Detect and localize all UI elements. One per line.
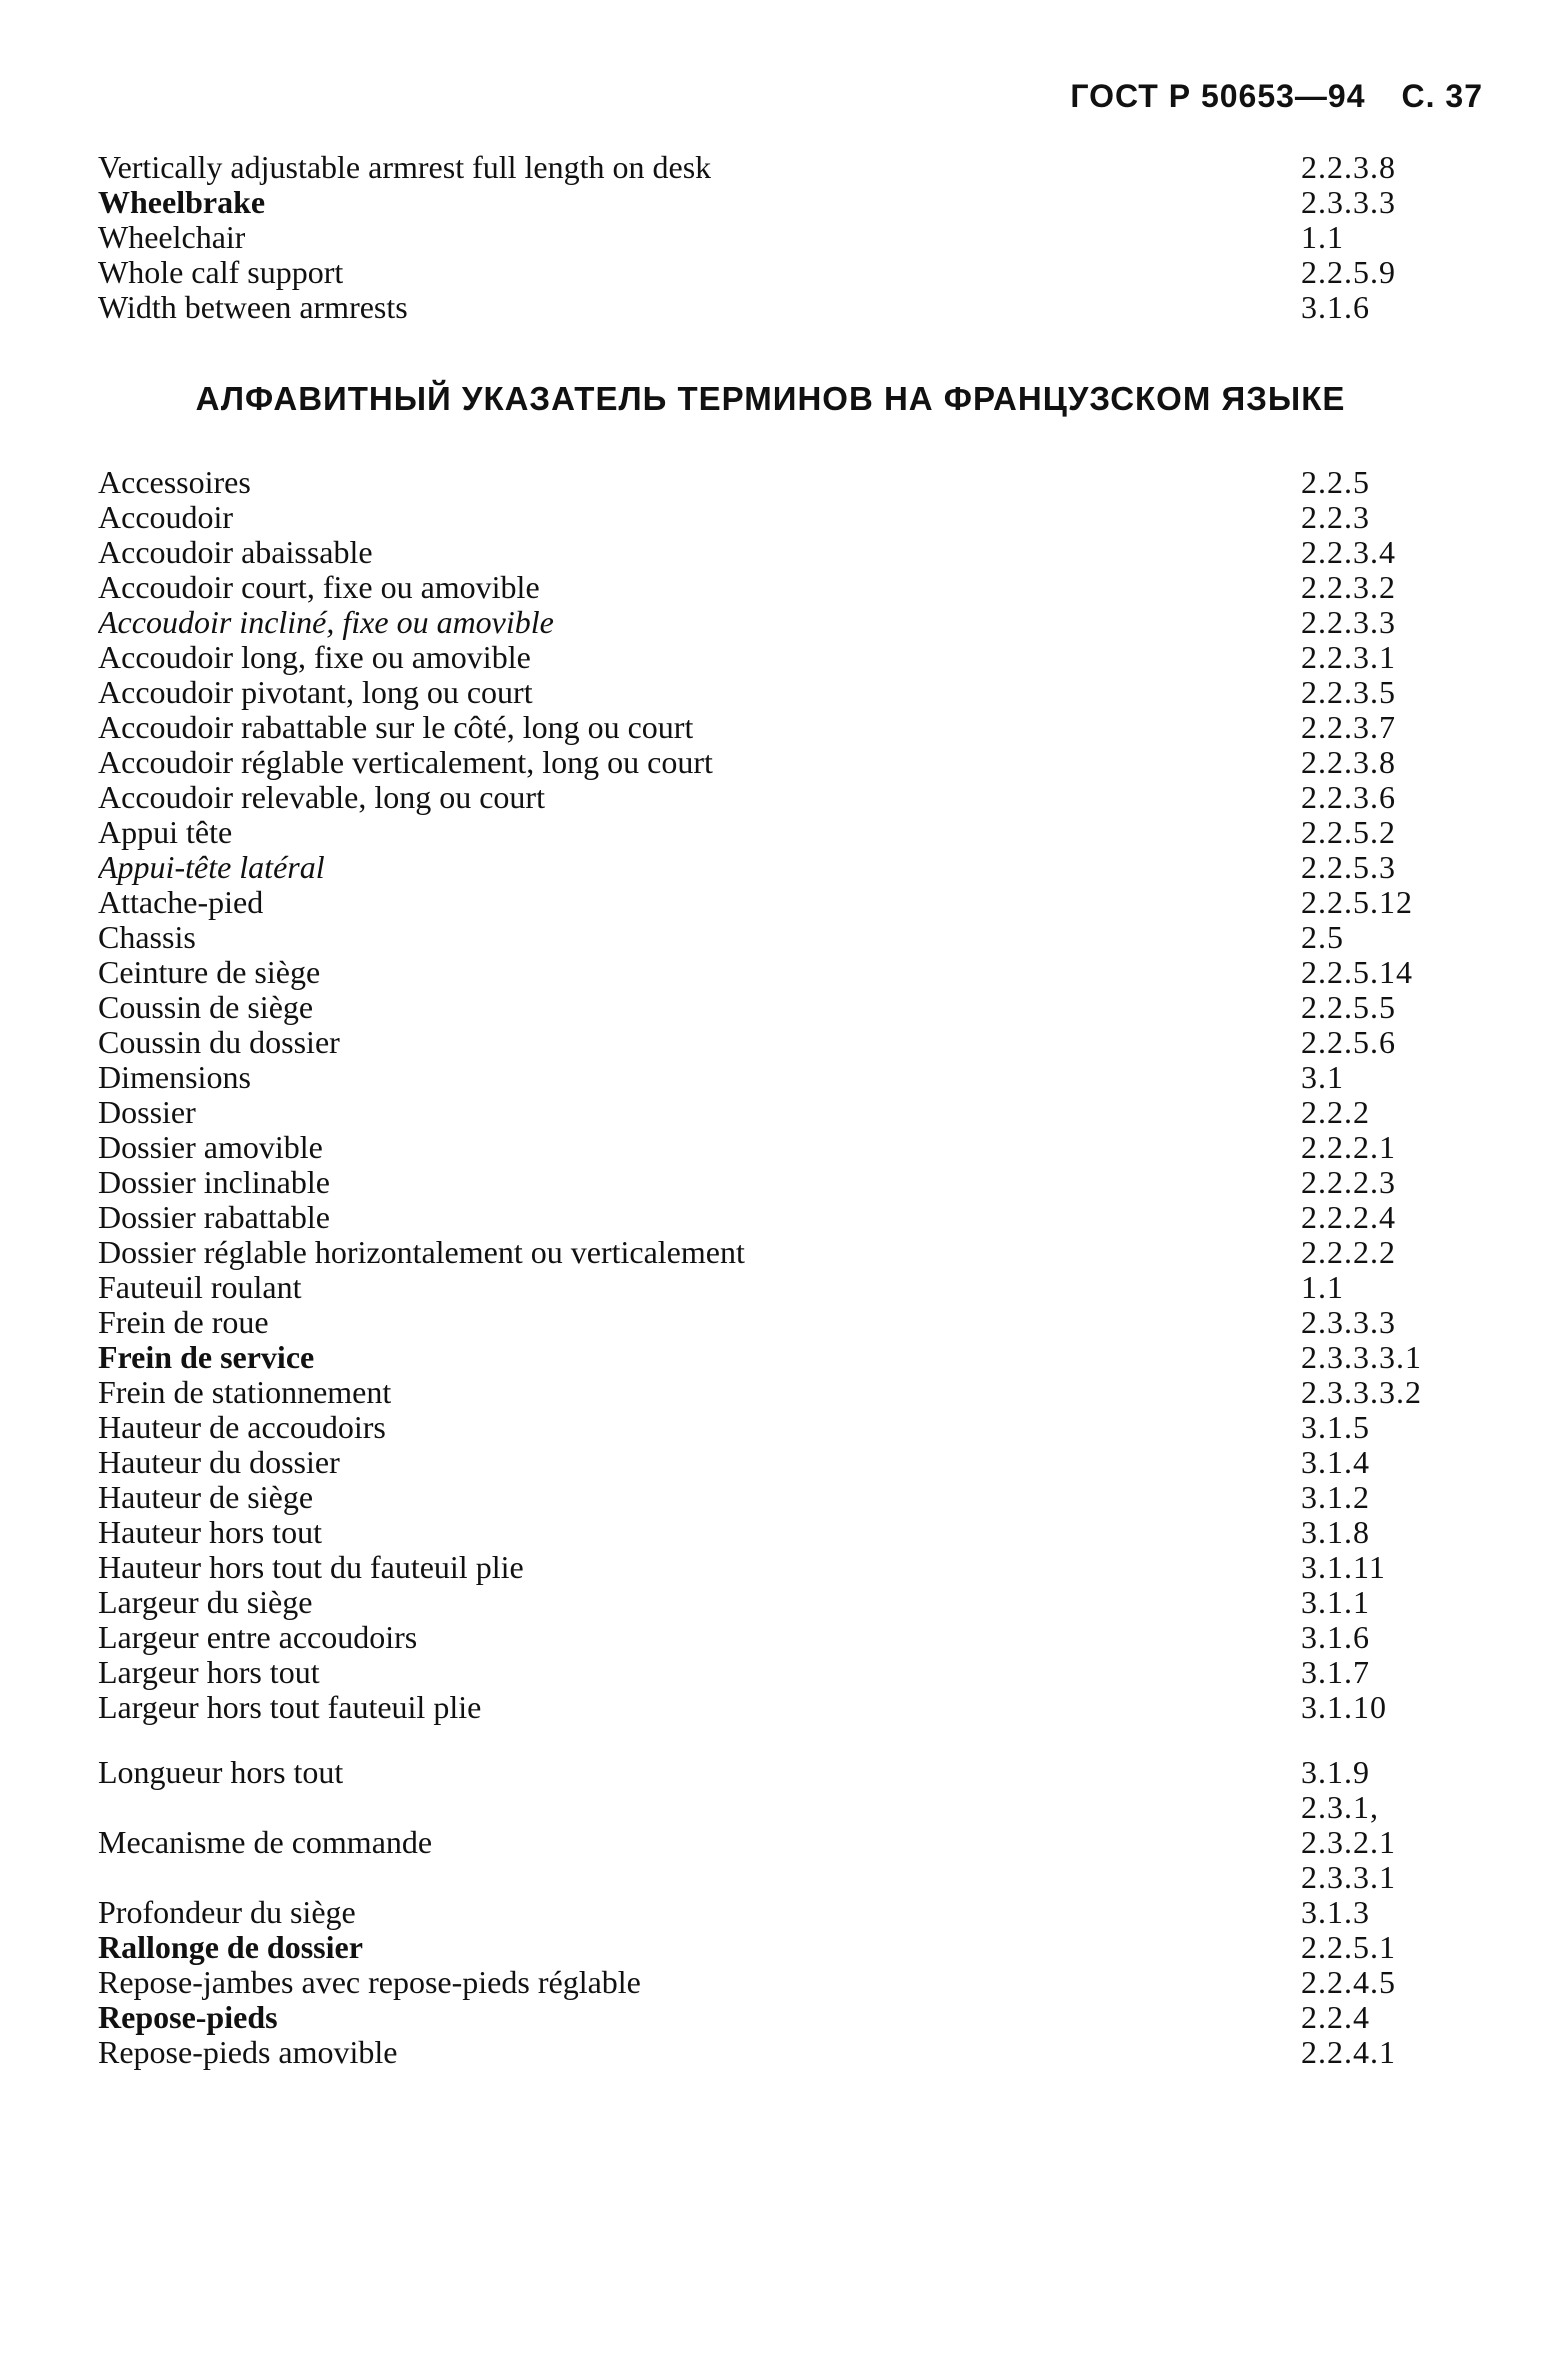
index-reference: 2.2.4 (1301, 1999, 1370, 2035)
index-term: Frein de stationnement (98, 1375, 392, 1410)
index-term: Dossier réglable horizontalement ou verticalement (98, 1235, 745, 1270)
french-index-row (98, 780, 1431, 815)
french-index-row (98, 1165, 1431, 1200)
index-reference-group (1301, 1755, 1431, 1790)
index-term: Accoudoir rabattable sur le côté, long ou court (98, 710, 694, 745)
index-reference: 1.1 (1301, 1269, 1344, 1305)
index-reference: 3.1.8 (1301, 1514, 1370, 1550)
index-reference: 3.1.2 (1301, 1479, 1370, 1515)
index-reference: 2.2.5.12 (1301, 884, 1413, 920)
french-index-row (98, 1620, 1431, 1655)
index-reference: 2.3.3.3 (1301, 184, 1396, 220)
french-index-row (98, 710, 1431, 745)
english-index-row (98, 290, 1431, 325)
index-reference: 2.2.5.2 (1301, 814, 1396, 850)
standard-number: ГОСТ Р 50653—94 (1070, 78, 1366, 114)
index-term: Accessoires (98, 465, 251, 500)
index-reference: 2.2.3.3 (1301, 604, 1396, 640)
index-term: Frein de service (98, 1340, 315, 1375)
french-index-row (98, 1790, 1431, 1895)
index-term: Largeur du siège (98, 1585, 313, 1620)
index-reference: 2.3.3.3.2 (1301, 1374, 1422, 1410)
index-reference: 2.2.3 (1301, 499, 1370, 535)
index-reference: 2.2.3.8 (1301, 149, 1396, 185)
french-index-row (98, 850, 1431, 885)
french-index-row (98, 1655, 1431, 1690)
index-term: Hauteur hors tout du fauteuil plie (98, 1550, 524, 1585)
index-term: Ceinture de siège (98, 955, 321, 990)
index-reference-group (1301, 2035, 1431, 2070)
index-term: Repose-pieds (98, 2000, 278, 2035)
index-reference: 3.1.6 (1301, 1619, 1370, 1655)
index-reference: 2.2.4.5 (1301, 1964, 1396, 2000)
index-reference: 2.2.5 (1301, 464, 1370, 500)
index-term: Hauteur de siège (98, 1480, 314, 1515)
french-index-row (98, 500, 1431, 535)
index-reference: 2.2.5.14 (1301, 954, 1413, 990)
index-term: Chassis (98, 920, 196, 955)
index-reference: 2.2.5.9 (1301, 254, 1396, 290)
index-term: Dossier rabattable (98, 1200, 330, 1235)
index-term: Hauteur hors tout (98, 1515, 322, 1550)
index-term: Repose-pieds amovible (98, 2035, 398, 2070)
french-index-row (98, 815, 1431, 850)
index-term: Dimensions (98, 1060, 251, 1095)
index-reference: 2.2.4.1 (1301, 2034, 1396, 2070)
index-term: Width between armrests (98, 290, 408, 325)
index-term: Whole calf support (98, 255, 344, 290)
index-term: Wheelchair (98, 220, 246, 255)
index-reference-group (1301, 1895, 1431, 1930)
french-index-row (98, 1375, 1431, 1410)
index-reference: 3.1 (1301, 1059, 1344, 1095)
english-index-row (98, 255, 1431, 290)
french-index (98, 465, 1431, 1725)
index-term: Wheelbrake (98, 185, 266, 220)
index-term: Coussin de siège (98, 990, 314, 1025)
index-reference: 2.2.2.2 (1301, 1234, 1396, 1270)
index-reference: 2.2.2.4 (1301, 1199, 1396, 1235)
index-reference: 3.1.3 (1301, 1894, 1370, 1930)
french-index-row (98, 1445, 1431, 1480)
french-index-row (98, 1755, 1431, 1790)
french-index-row (98, 1690, 1431, 1725)
index-term: Profondeur du siège (98, 1895, 356, 1930)
french-index-row (98, 1550, 1431, 1585)
index-reference: 2.2.3.7 (1301, 709, 1396, 745)
french-index-row (98, 1480, 1431, 1515)
french-index-row (98, 535, 1431, 570)
index-reference: 1.1 (1301, 219, 1344, 255)
index-reference: 2.2.3.8 (1301, 744, 1396, 780)
french-index-row (98, 1095, 1431, 1130)
french-index-row (98, 955, 1431, 990)
index-term: Rallonge de dossier (98, 1930, 363, 1965)
index-term: Largeur hors tout fauteuil plie (98, 1690, 482, 1725)
english-index-row (98, 185, 1431, 220)
index-term: Frein de roue (98, 1305, 269, 1340)
index-reference: 2.2.5.5 (1301, 989, 1396, 1025)
index-reference: 2.2.3.2 (1301, 569, 1396, 605)
index-reference: 2.2.5.6 (1301, 1024, 1396, 1060)
french-index-continued (98, 1755, 1431, 2070)
index-reference: 3.1.1 (1301, 1584, 1370, 1620)
index-reference: 2.2.5.3 (1301, 849, 1396, 885)
french-index-row (98, 990, 1431, 1025)
french-index-row (98, 1895, 1431, 1930)
index-term: Largeur entre accoudoirs (98, 1620, 418, 1655)
english-index-row (98, 220, 1431, 255)
page-number: С. 37 (1401, 78, 1483, 114)
french-index-row (98, 2000, 1431, 2035)
french-index-row (98, 1235, 1431, 1270)
index-reference: 2.2.3.6 (1301, 779, 1396, 815)
french-index-row (98, 1200, 1431, 1235)
french-index-row (98, 465, 1431, 500)
index-term: Accoudoir incliné, fixe ou amovible (98, 605, 554, 640)
index-reference: 3.1.4 (1301, 1444, 1370, 1480)
index-term: Accoudoir pivotant, long ou court (98, 675, 533, 710)
french-index-row (98, 2035, 1431, 2070)
french-index-row (98, 1410, 1431, 1445)
index-term: Dossier (98, 1095, 196, 1130)
index-term: Largeur hors tout (98, 1655, 320, 1690)
index-reference: 3.1.11 (1301, 1549, 1386, 1585)
index-reference-group (1301, 2000, 1431, 2035)
index-term: Mecanisme de commande (98, 1824, 433, 1860)
index-term: Repose-jambes avec repose-pieds réglable (98, 1965, 641, 2000)
section-title: АЛФАВИТНЫЙ УКАЗАТЕЛЬ ТЕРМИНОВ НА ФРАНЦУЗСКОМ ЯЗЫКЕ (195, 380, 1346, 417)
index-term: Dossier amovible (98, 1130, 323, 1165)
french-index-row (98, 745, 1431, 780)
french-index-row (98, 1130, 1431, 1165)
french-index-row (98, 1515, 1431, 1550)
english-index-tail (98, 150, 1431, 325)
index-reference: 2.2.2 (1301, 1094, 1370, 1130)
french-index-row (98, 1060, 1431, 1095)
page-header (1070, 78, 1483, 115)
index-reference-group (1301, 1790, 1431, 1895)
index-reference: 2.2.3.1 (1301, 639, 1396, 675)
index-reference-group (1301, 1965, 1431, 2000)
index-reference: 2.2.5.1 (1301, 1929, 1396, 1965)
index-reference: 2.3.2.1 (1301, 1824, 1396, 1860)
index-reference: 2.2.2.3 (1301, 1164, 1396, 1200)
index-term: Hauteur du dossier (98, 1445, 340, 1480)
index-reference: 2.3.3.3 (1301, 1304, 1396, 1340)
index-term: Appui tête (98, 815, 233, 850)
index-term: Accoudoir abaissable (98, 535, 373, 570)
index-term: Attache-pied (98, 885, 264, 920)
french-index-row (98, 1270, 1431, 1305)
index-reference: 2.3.1, (1301, 1789, 1379, 1825)
index-reference: 3.1.10 (1301, 1689, 1387, 1725)
index-reference: 3.1.7 (1301, 1654, 1370, 1690)
index-reference: 3.1.6 (1301, 289, 1370, 325)
index-term: Coussin du dossier (98, 1025, 340, 1060)
french-index-row (98, 570, 1431, 605)
french-index-row (98, 1965, 1431, 2000)
index-term: Longueur hors tout (98, 1755, 344, 1790)
french-index-row (98, 1585, 1431, 1620)
index-term: Accoudoir relevable, long ou court (98, 780, 545, 815)
french-index-row (98, 1305, 1431, 1340)
index-reference: 2.2.2.1 (1301, 1129, 1396, 1165)
french-index-row (98, 1340, 1431, 1375)
index-term: Fauteuil roulant (98, 1270, 302, 1305)
french-index-row (98, 640, 1431, 675)
index-term: Accoudoir long, fixe ou amovible (98, 640, 531, 675)
index-term: Accoudoir réglable verticalement, long ou court (98, 745, 713, 780)
french-index-row (98, 885, 1431, 920)
index-reference: 2.3.3.3.1 (1301, 1339, 1422, 1375)
index-term: Hauteur de accoudoirs (98, 1410, 386, 1445)
index-term: Accoudoir court, fixe ou amovible (98, 570, 540, 605)
index-reference: 3.1.9 (1301, 1754, 1370, 1790)
index-term: Accoudoir (98, 500, 234, 535)
index-term: Vertically adjustable armrest full length on desk (98, 150, 712, 185)
english-index-row (98, 150, 1431, 185)
french-index-row (98, 920, 1431, 955)
french-index-row (98, 1025, 1431, 1060)
index-reference: 2.2.3.5 (1301, 674, 1396, 710)
french-index-row (98, 605, 1431, 640)
index-reference: 2.2.3.4 (1301, 534, 1396, 570)
index-term: Appui-tête latéral (98, 850, 325, 885)
index-reference: 2.3.3.1 (1301, 1859, 1396, 1895)
index-reference-group (1301, 1930, 1431, 1965)
french-index-row (98, 1930, 1431, 1965)
french-index-row (98, 675, 1431, 710)
index-reference: 2.5 (1301, 919, 1344, 955)
index-term: Dossier inclinable (98, 1165, 330, 1200)
index-reference: 3.1.5 (1301, 1409, 1370, 1445)
